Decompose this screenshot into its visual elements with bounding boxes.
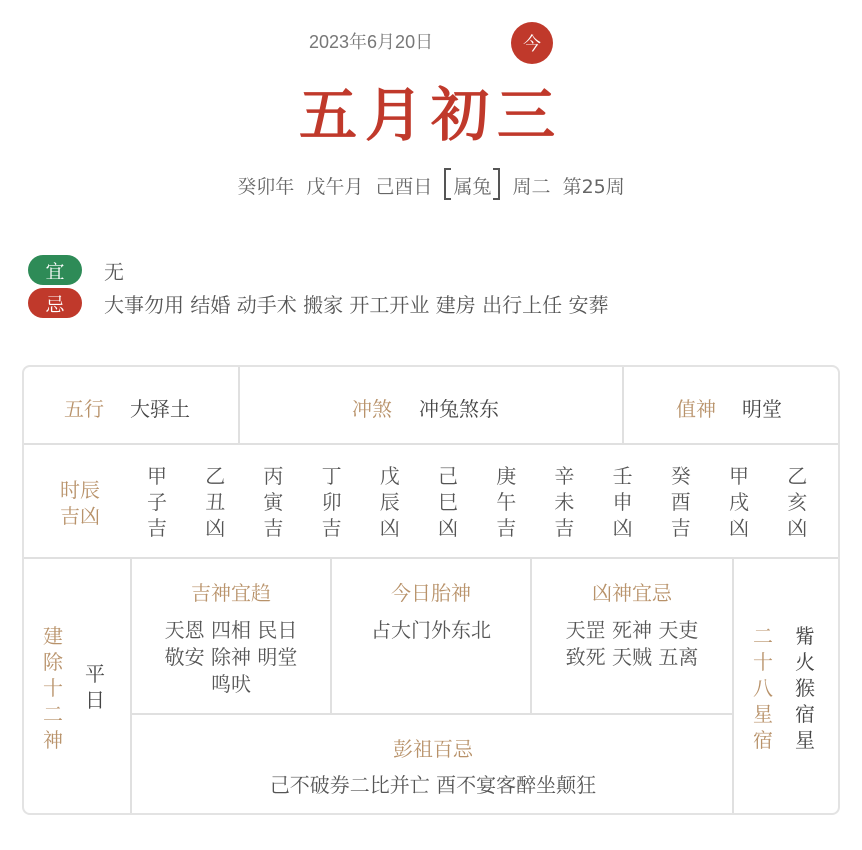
- jishen-line: 鸣吠: [211, 672, 251, 696]
- shichen-zhi: 酉: [670, 490, 691, 514]
- jishen-line: 天恩 四相 民日: [164, 618, 298, 642]
- shichen-zhi: 申: [612, 490, 633, 514]
- today-button[interactable]: 今: [511, 22, 553, 64]
- shichen-label: 时辰 吉凶: [60, 478, 100, 528]
- zodiac-bracket: [444, 172, 500, 199]
- lunar-date: 五月初三: [298, 81, 563, 149]
- shichen-luck: 吉: [670, 516, 691, 540]
- xingxiu-value-char: 宿: [795, 702, 815, 726]
- jianchu-label-char: 神: [43, 728, 63, 752]
- divider: [238, 367, 240, 443]
- shichen-column: [719, 463, 759, 541]
- wuxing-value: 大驿土: [130, 397, 190, 421]
- shichen-gan: 甲: [147, 464, 167, 488]
- xingxiu-label-char: 星: [753, 702, 773, 726]
- shichen-gan: 丙: [263, 464, 284, 488]
- shichen-zhi: 午: [496, 490, 517, 514]
- taishen-title: 今日胎神: [391, 581, 471, 605]
- xingxiu-value-char: 猴: [795, 676, 815, 700]
- shichen-gan: 辛: [554, 464, 575, 488]
- shichen-luck: 吉: [554, 516, 575, 540]
- shichen-luck: 凶: [438, 516, 458, 540]
- shichen-column: [195, 463, 235, 541]
- xiongshen-title: 凶神宜忌: [592, 581, 672, 605]
- shichen-gan: 癸: [670, 464, 691, 488]
- shichen-luck: 凶: [205, 516, 226, 540]
- shichen-luck: 吉: [496, 516, 517, 540]
- shichen-column: [253, 463, 293, 541]
- xingxiu-label-char: 二: [753, 624, 773, 648]
- xingxiu-label-char: 宿: [753, 728, 773, 752]
- xiongshen-content: [532, 617, 732, 671]
- ganzhi-row: [0, 172, 862, 199]
- jianchu-label-char: 建: [43, 624, 63, 648]
- ganzhi-month: 戊午月: [306, 176, 364, 198]
- divider: [24, 557, 838, 559]
- shichen-column: [370, 463, 410, 541]
- shichen-gan: 壬: [612, 464, 633, 488]
- chongsha-label: 冲煞: [352, 397, 392, 421]
- ji-row: [28, 288, 848, 318]
- yi-row: [28, 255, 848, 285]
- xingxiu-value: [792, 623, 818, 753]
- divider: [24, 443, 838, 445]
- jianchu-value-char: 平: [85, 662, 105, 686]
- shichen-gan: 乙: [205, 464, 226, 488]
- jianchu-label-char: 二: [43, 702, 63, 726]
- zodiac: 属兔: [453, 176, 492, 198]
- xingxiu-value-char: 觜: [795, 624, 815, 648]
- weekday: 周二: [512, 176, 551, 198]
- shichen-luck: 凶: [612, 516, 633, 540]
- ji-badge: 忌: [28, 288, 82, 318]
- shichen-zhi: 戌: [729, 490, 749, 514]
- divider: [132, 713, 734, 715]
- divider: [622, 367, 624, 443]
- shichen-zhi: 卯: [321, 490, 342, 514]
- shichen-column: [137, 463, 177, 541]
- shichen-zhi: 丑: [205, 490, 226, 514]
- zhishen-label: 值神: [676, 397, 716, 421]
- xingxiu-label: [750, 623, 776, 753]
- xingxiu-value-char: 火: [795, 650, 815, 674]
- week-number: 第25周: [562, 176, 625, 198]
- shichen-luck: 吉: [321, 516, 342, 540]
- shichen-gan: 庚: [496, 464, 517, 488]
- shichen-luck: 凶: [787, 516, 808, 540]
- shichen-column: [544, 463, 584, 541]
- yi-text: 无: [104, 259, 124, 284]
- shichen-luck: 吉: [147, 516, 167, 540]
- xingxiu-value-char: 星: [795, 728, 815, 752]
- shichen-column: [312, 463, 352, 541]
- jianchu-value-char: 日: [85, 688, 105, 712]
- shichen-gan: 己: [438, 464, 458, 488]
- xingxiu-label-char: 八: [753, 676, 773, 700]
- jianchu-label-char: 除: [43, 650, 63, 674]
- xiongshen-line: 致死 天贼 五离: [565, 645, 699, 669]
- shichen-luck: 凶: [729, 516, 749, 540]
- jishen-line: 敬安 除神 明堂: [164, 645, 298, 669]
- pengzu-value: 己不破券二比并亡 酉不宴客醉坐颠狂: [269, 773, 597, 797]
- pengzu-title: 彭祖百忌: [393, 737, 473, 761]
- ganzhi-year: 癸卯年: [237, 176, 295, 198]
- shichen-column: [777, 463, 817, 541]
- jianchu-label: [40, 623, 66, 753]
- ji-text: 大事勿用 结婚 动手术 搬家 开工开业 建房 出行上任 安葬: [104, 292, 609, 317]
- wuxing-label: 五行: [64, 397, 104, 421]
- almanac-table: [22, 365, 840, 815]
- shichen-luck: 吉: [263, 516, 284, 540]
- yi-badge: 宜: [28, 255, 82, 285]
- shichen-zhi: 辰: [379, 490, 400, 514]
- shichen-gan: 甲: [729, 464, 749, 488]
- shichen-column: [603, 463, 643, 541]
- shichen-column: [428, 463, 468, 541]
- jishen-content: [132, 617, 330, 698]
- shichen-gan: 乙: [787, 464, 808, 488]
- shichen-gan: 丁: [321, 464, 342, 488]
- chongsha-value: 冲兔煞东: [419, 397, 499, 421]
- shichen-column: [661, 463, 701, 541]
- xingxiu-label-char: 十: [753, 650, 773, 674]
- jishen-title: 吉神宜趋: [191, 581, 271, 605]
- shichen-gan: 戊: [379, 464, 400, 488]
- shichen-zhi: 亥: [787, 490, 808, 514]
- shichen-zhi: 未: [554, 490, 575, 514]
- ganzhi-day: 己酉日: [375, 176, 433, 198]
- zhishen-value: 明堂: [742, 397, 782, 421]
- shichen-zhi: 寅: [263, 490, 284, 514]
- shichen-zhi: 巳: [438, 490, 458, 514]
- shichen-column: [486, 463, 526, 541]
- jianchu-value: [82, 661, 108, 713]
- shichen-luck: 凶: [379, 516, 400, 540]
- taishen-value: 占大门外东北: [371, 618, 491, 642]
- xiongshen-line: 天罡 死神 天吏: [565, 618, 699, 642]
- shichen-zhi: 子: [147, 490, 167, 514]
- solar-date: 2023年6月20日: [309, 32, 434, 52]
- jianchu-label-char: 十: [43, 676, 63, 700]
- date-row: [0, 22, 862, 62]
